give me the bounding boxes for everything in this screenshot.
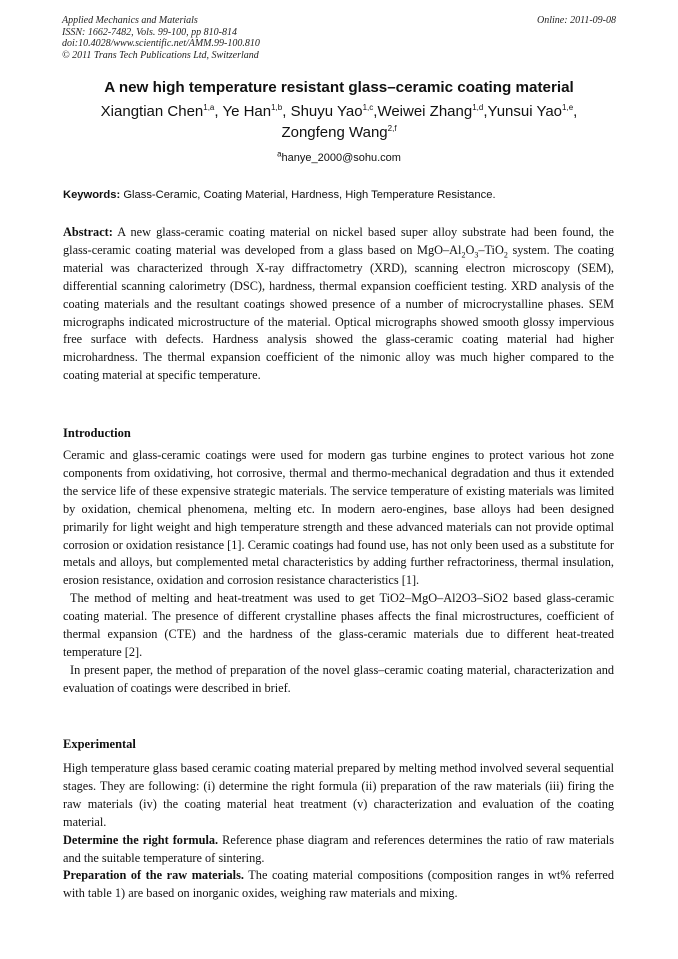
author-name: Shuyu Yao	[290, 103, 363, 120]
journal-name: Applied Mechanics and Materials	[62, 15, 198, 26]
author-affiliation: 2,f	[387, 124, 397, 133]
author-separator: ,	[282, 103, 291, 120]
copyright-line: © 2011 Trans Tech Publications Ltd, Switzerland	[62, 49, 259, 61]
author-email	[0, 149, 678, 164]
abstract-text: system. The coating material was characterized through X-ray diffractometry (XRD), scanning electron microscopy (SEM), differential scanning calorimetry (DSC), hardness, thermal expansion coefficient testing. XRD analysis of the coating materials and the resultant coatings showed presence of a number of microcrystalline phases. SEM micrographs indicated microstructure of the material. Optical micrographs showed smooth glossy impervious free surface with defects. Hardness analysis showed the glass-ceramic coating material had higher microhardness. The thermal expansion coefficient of the nimonic alloy was much higher compared to the coating material at specific temperature.	[63, 242, 614, 383]
author-name: Ye Han	[222, 103, 272, 120]
abstract-block	[63, 224, 614, 385]
email-marker: a	[277, 149, 282, 159]
introduction-heading: Introduction	[63, 426, 131, 440]
author-separator: ,	[373, 103, 378, 120]
author-affiliation: 1,b	[271, 103, 283, 112]
abstract-text: O	[465, 242, 475, 257]
keywords-line	[63, 189, 618, 201]
paragraph: The method of melting and heat-treatment was used to get TiO2–MgO–Al2O3–SiO2 based glass-ceramic coating material. The presence of different crystalline phases affects the final microstructures, coefficient of thermal expansion (CTE) and the hardness of the glass-ceramic materials due to different heat-treated temperature [2].	[63, 591, 614, 659]
experimental-body	[63, 760, 614, 903]
paragraph: In present paper, the method of preparation of the novel glass–ceramic coating material, characterization and evaluation of coatings were described in brief.	[63, 662, 614, 695]
author-affiliation: 1,e	[562, 103, 574, 112]
keywords-label: Keywords:	[63, 189, 121, 201]
abstract-subscript: 2	[503, 250, 508, 260]
journal-header	[62, 15, 616, 61]
abstract-subscript: 2	[461, 250, 466, 260]
subsection-item	[63, 867, 614, 903]
author-name: Weiwei Zhang	[377, 103, 473, 120]
subsection-text: The coating material compositions (composition ranges in wt% referred with table 1) are based on inorganic oxides, weighing raw materials and mixing.	[63, 868, 614, 901]
doi-line: doi:10.4028/www.scientific.net/AMM.99-100.810	[62, 38, 260, 50]
paragraph: Ceramic and glass-ceramic coatings were used for modern gas turbine engines to protect various hot zone components from oxidativing, hot corrosive, thermal and thermo-mechanical degradation and thus it extended the service life of these expensive strategic materials. The service temperature of existing materials was limited by oxidation, chemical phenomena, melting etc. In modern aero-engines, base alloys had been designed primarily for light weight and high temperature strength and these advanced materials can not provide optimal corrosion or oxidation resistance [1]. Ceramic coatings had found use, has not only been used as a substitute for metals and alloys, but complemented metal characteristics by adding further refractoriness, thermal insulation, erosion resistance, oxidation and corrosion resistance characteristics [1].	[63, 448, 614, 588]
abstract-text: –TiO	[478, 242, 504, 257]
online-date: Online: 2011-09-08	[537, 15, 616, 26]
subsection-text: Reference phase diagram and references determines the ratio of raw materials and the suitable temperature of sintering.	[63, 832, 614, 865]
paper-title: A new high temperature resistant glass–ceramic coating material	[104, 79, 574, 96]
author-name: Xiangtian Chen	[100, 103, 204, 120]
issn-line: ISSN: 1662-7482, Vols. 99-100, pp 810-814	[62, 26, 237, 38]
author-name: Zongfeng Wang	[281, 124, 388, 141]
author-name: Yunsui Yao	[487, 103, 563, 120]
experimental-heading: Experimental	[63, 737, 136, 751]
abstract-text: A new glass-ceramic coating material on nickel based super alloy substrate had been found, the glass-ceramic coating material was developed from a glass based on MgO–Al	[63, 225, 614, 257]
author-separator: ,	[483, 103, 488, 120]
author-list	[60, 101, 618, 143]
paragraph: High temperature glass based ceramic coating material prepared by melting method involved several sequential stages. They are following: (i) determine the right formula (ii) preparation of the raw materials (iii) firing the raw materials (iv) the coating material heat treatment (v) characterization and evaluation of the coating material.	[63, 761, 614, 829]
abstract-subscript: 3	[474, 250, 479, 260]
author-separator: ,	[573, 103, 578, 120]
email-address[interactable]: hanye_2000@sohu.com	[281, 152, 401, 164]
author-affiliation: 1,a	[203, 103, 215, 112]
author-affiliation: 1,d	[472, 103, 484, 112]
author-separator: ,	[214, 103, 223, 120]
keywords-text: Glass-Ceramic, Coating Material, Hardness, High Temperature Resistance.	[123, 189, 496, 201]
abstract-label: Abstract:	[63, 225, 113, 239]
subsection-item	[63, 832, 614, 868]
author-affiliation: 1,c	[362, 103, 374, 112]
subsection-label: Preparation of the raw materials.	[63, 868, 244, 883]
introduction-body	[63, 447, 614, 698]
subsection-label: Determine the right formula.	[63, 832, 219, 847]
